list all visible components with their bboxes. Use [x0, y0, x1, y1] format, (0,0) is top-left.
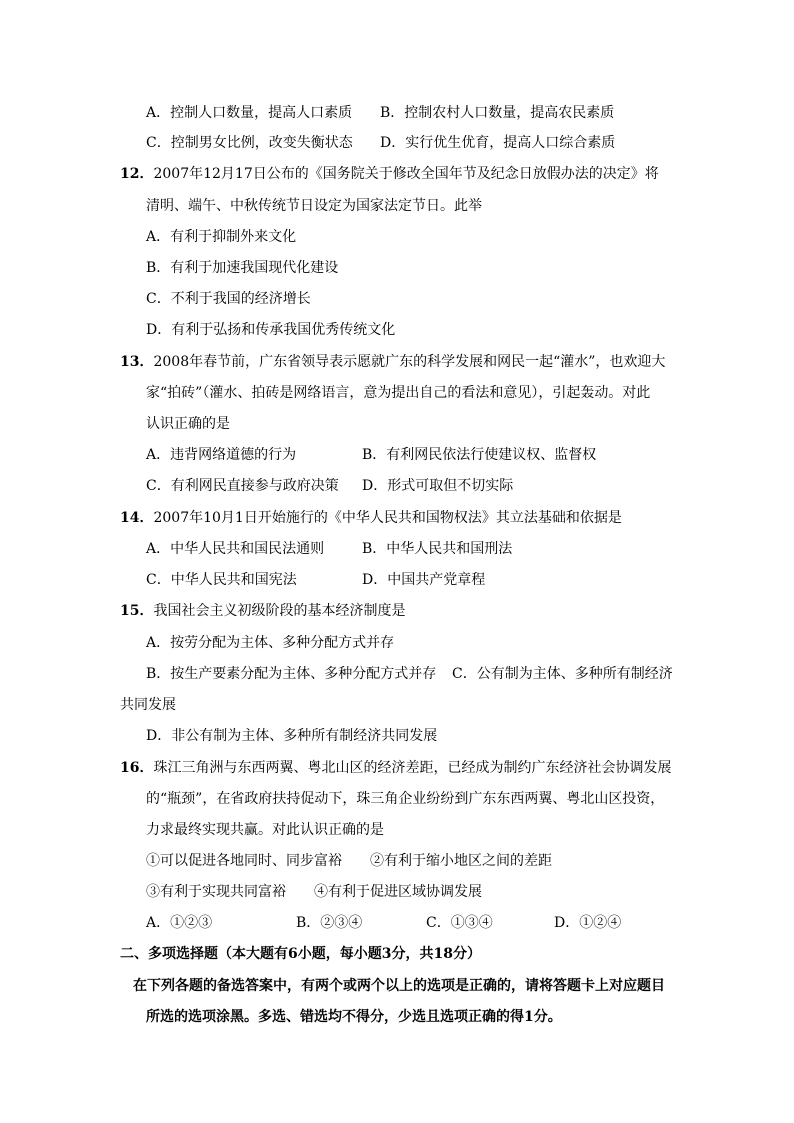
q12-number: 12．	[120, 166, 154, 182]
q13-option-b: B．有利网民依法行使建议权、监督权	[362, 447, 597, 463]
q12-stem-line2: 清明、端午、中秋传统节日设定为国家法定节日。此举	[146, 198, 482, 214]
q15-option-c-continued: 共同发展	[120, 697, 176, 713]
q13-option-d: D．形式可取但不切实际	[362, 478, 514, 494]
q13-stem-line3: 认识正确的是	[146, 416, 230, 432]
q16-option-c: C．①③④	[426, 915, 493, 931]
q11-option-a: A．控制人口数量，提高人口素质	[146, 105, 353, 121]
q13-stem-line1: 13．2008年春节前，广东省领导表示愿就广东的科学发展和网民一起“灌水”，也欢迎大	[120, 354, 666, 370]
q13-option-a: A．违背网络道德的行为	[146, 447, 297, 463]
q12-option-d: D．有利于弘扬和传承我国优秀传统文化	[146, 322, 396, 338]
q13-option-c: C．有利网民直接参与政府决策	[146, 478, 339, 494]
q13-number: 13．	[120, 354, 154, 370]
q16-statement-2: ②有利于缩小地区之间的差距	[370, 853, 552, 869]
q16-statement-4: ④有利于促进区域协调发展	[314, 884, 482, 900]
q11-option-d: D．实行优生优育，提高人口综合素质	[380, 135, 616, 151]
section2-heading: 二、多项选择题（本大题有6小题，每小题3分，共18分）	[120, 946, 481, 962]
q14-option-a: A．中华人民共和国民法通则	[146, 541, 325, 557]
q16-statement-3: ③有利于实现共同富裕	[146, 884, 286, 900]
q16-stem-line2: 的“瓶颈”，在省政府扶持促动下，珠三角企业纷纷到广东东西两翼、粤北山区投资，	[146, 791, 665, 807]
q15-number: 15．	[120, 603, 154, 619]
q15-option-c: C．公有制为主体、多种所有制经济	[452, 666, 673, 682]
q15-option-d: D．非公有制为主体、多种所有制经济共同发展	[146, 728, 438, 744]
section2-instructions-line1: 在下列各题的备选答案中，有两个或两个以上的选项是正确的，请将答题卡上对应题目	[133, 978, 665, 994]
q12-option-a: A．有利于抑制外来文化	[146, 229, 297, 245]
q12-option-b: B．有利于加速我国现代化建设	[146, 260, 339, 276]
section2-instructions-line2: 所选的选项涂黑。多选、错选均不得分，少选且选项正确的得1分。	[146, 1009, 562, 1025]
q13-stem-line2: 家“拍砖”（灌水、拍砖是网络语言，意为提出自己的看法和意见），引起轰动。对此	[146, 385, 651, 401]
q14-option-c: C．中华人民共和国宪法	[146, 572, 297, 588]
q16-option-b: B．②③④	[296, 915, 363, 931]
q15-option-a: A．按劳分配为主体、多种分配方式并存	[146, 635, 395, 651]
q16-option-a: A．①②③	[146, 915, 213, 931]
q12-option-c: C．不利于我国的经济增长	[146, 291, 311, 307]
q14-option-b: B．中华人民共和国刑法	[362, 541, 513, 557]
q16-stem-line3: 力求最终实现共赢。对此认识正确的是	[146, 822, 384, 838]
q14-stem-line1: 14．2007年10月1日开始施行的《中华人民共和国物权法》其立法基础和依据是	[120, 510, 622, 526]
q14-number: 14．	[120, 510, 154, 526]
q16-stem-line1: 16．珠江三角洲与东西两翼、粤北山区的经济差距，已经成为制约广东经济社会协调发展	[120, 760, 672, 776]
q15-stem-line1: 15．我国社会主义初级阶段的基本经济制度是	[120, 603, 406, 619]
q11-option-b: B．控制农村人口数量，提高农民素质	[380, 105, 615, 121]
q14-option-d: D．中国共产党章程	[362, 572, 486, 588]
q15-option-b: B．按生产要素分配为主体、多种分配方式并存	[146, 666, 437, 682]
q11-option-c: C．控制男女比例，改变失衡状态	[146, 135, 353, 151]
q16-statement-1: ①可以促进各地同时、同步富裕	[146, 853, 342, 869]
q12-stem-line1: 12．2007年12月17日公布的《国务院关于修改全国年节及纪念日放假办法的决定》将	[120, 166, 659, 182]
q16-option-d: D．①②④	[554, 915, 622, 931]
q16-number: 16．	[120, 760, 154, 776]
